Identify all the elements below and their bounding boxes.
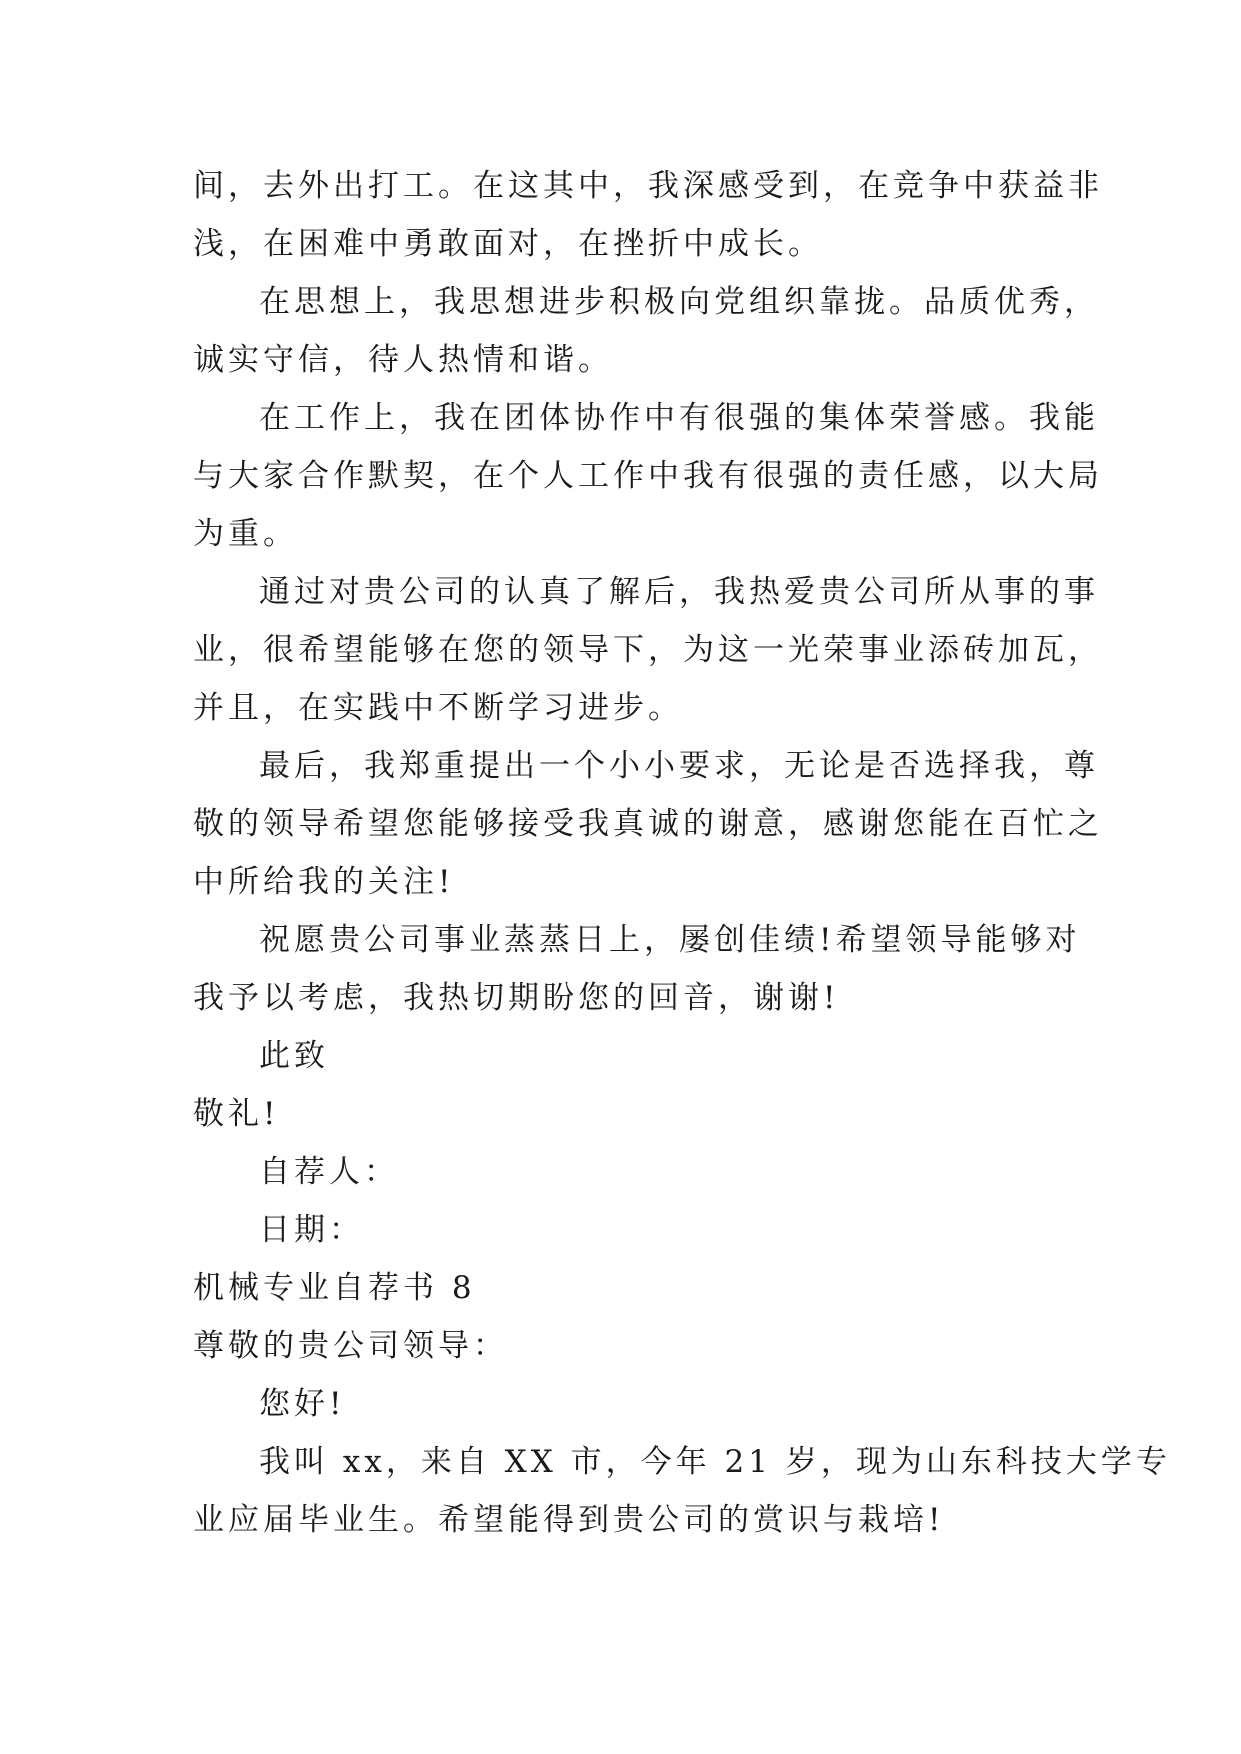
text-line: 诚实守信，待人热情和谐。 bbox=[193, 342, 613, 378]
closing-regards: 敬礼! bbox=[193, 1096, 280, 1132]
text-line: 并且，在实践中不断学习进步。 bbox=[193, 690, 683, 726]
closing-salutation: 此致 bbox=[259, 1038, 329, 1074]
text-line: 我予以考虑，我热切期盼您的回音，谢谢! bbox=[193, 980, 840, 1016]
paragraph-first-line: 通过对贵公司的认真了解后，我热爱贵公司所从事的事 bbox=[259, 574, 1099, 610]
paragraph-first-line: 在思想上，我思想进步积极向党组织靠拢。品质优秀， bbox=[259, 284, 1099, 320]
text-line: 间，去外出打工。在这其中，我深感受到，在竞争中获益非 bbox=[193, 168, 1103, 204]
document-body bbox=[193, 157, 1171, 1549]
text-line: 中所给我的关注! bbox=[193, 864, 455, 900]
section-title: 机械专业自荐书 8 bbox=[193, 1270, 476, 1306]
signature-label: 自荐人： bbox=[259, 1154, 399, 1190]
text-line: 为重。 bbox=[193, 516, 298, 552]
paragraph-first-line: 在工作上，我在团体协作中有很强的集体荣誉感。我能 bbox=[259, 400, 1099, 436]
date-label: 日期： bbox=[259, 1212, 364, 1248]
paragraph-first-line: 祝愿贵公司事业蒸蒸日上，屡创佳绩!希望领导能够对 bbox=[259, 922, 1081, 958]
text-line: 浅，在困难中勇敢面对，在挫折中成长。 bbox=[193, 226, 823, 262]
paragraph-first-line: 最后，我郑重提出一个小小要求，无论是否选择我，尊 bbox=[259, 748, 1099, 784]
text-line: 业，很希望能够在您的领导下，为这一光荣事业添砖加瓦， bbox=[193, 632, 1103, 668]
text-line: 敬的领导希望您能够接受我真诚的谢意，感谢您能在百忙之 bbox=[193, 806, 1103, 842]
text-line: 与大家合作默契，在个人工作中我有很强的责任感，以大局 bbox=[193, 458, 1103, 494]
greeting: 您好! bbox=[259, 1386, 346, 1422]
paragraph-first-line: 我叫 xx，来自 XX 市，今年 21 岁，现为山东科技大学专 bbox=[259, 1444, 1171, 1480]
text-line: 业应届毕业生。希望能得到贵公司的赏识与栽培! bbox=[193, 1502, 945, 1538]
greeting-recipient: 尊敬的贵公司领导： bbox=[193, 1328, 508, 1364]
